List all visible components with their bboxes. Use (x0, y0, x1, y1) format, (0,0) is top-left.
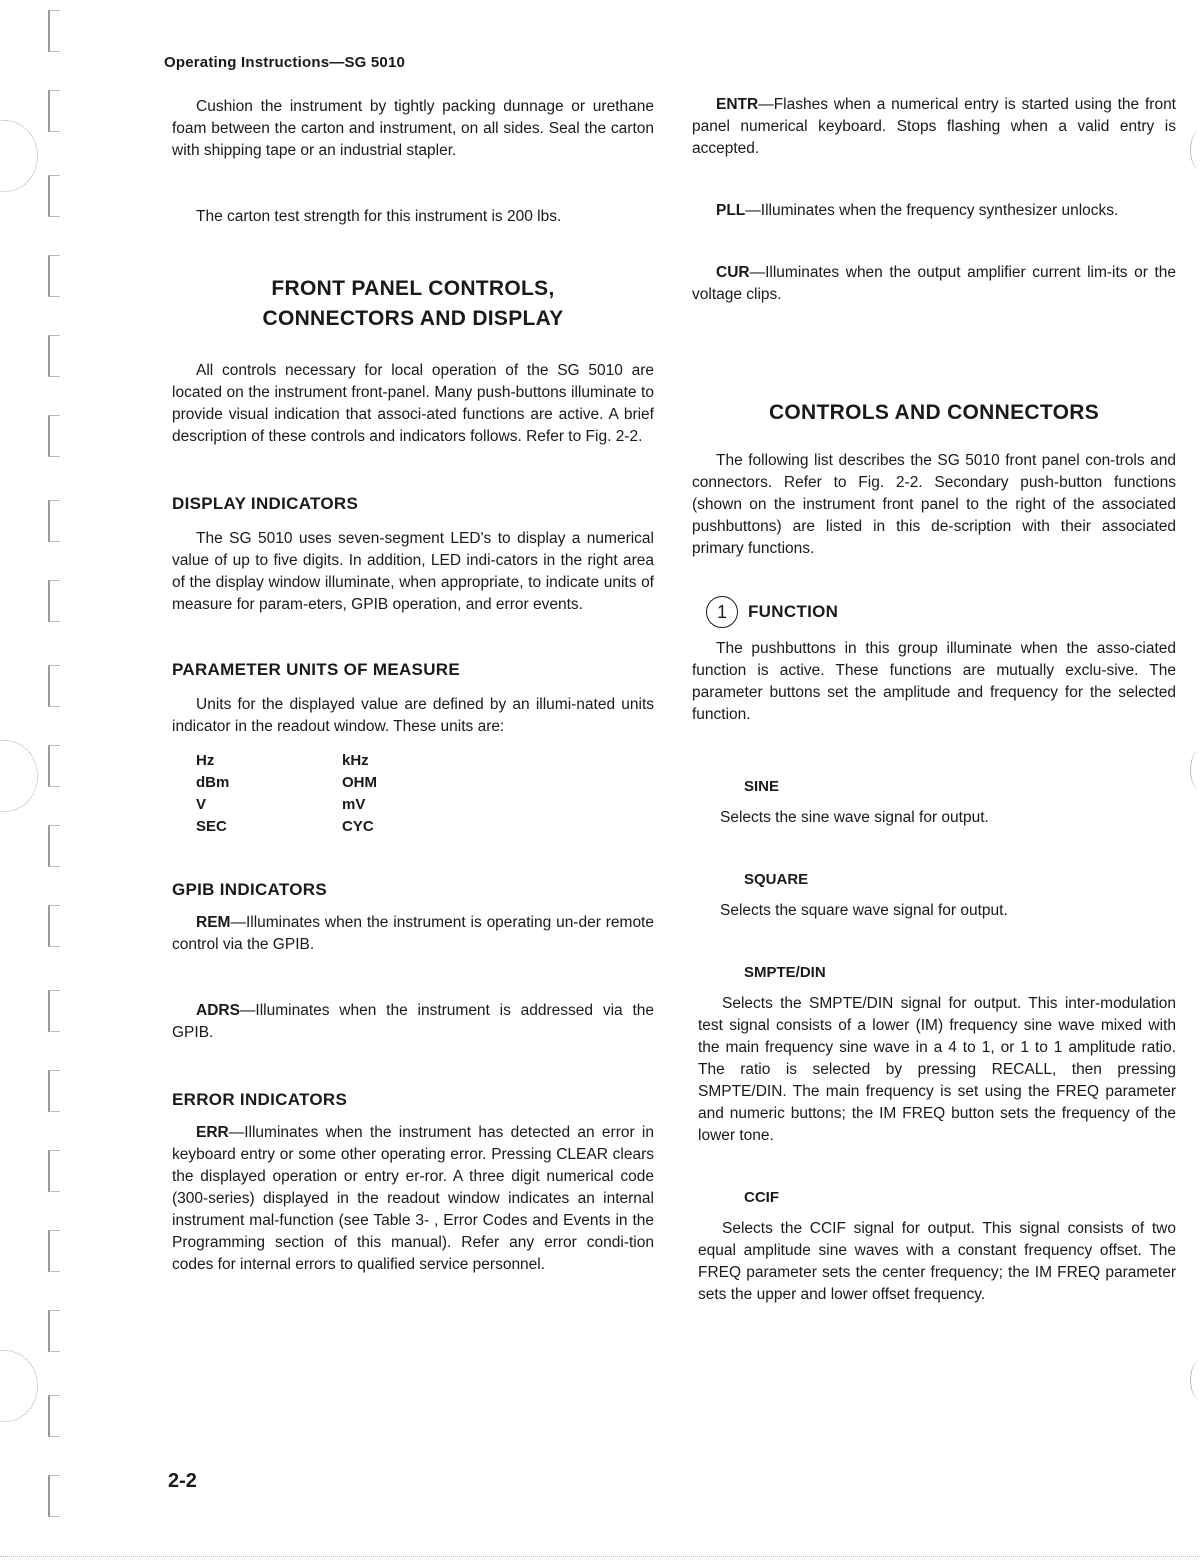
binder-bracket (48, 580, 60, 622)
paragraph-intro: All controls necessary for local operation of the SG 5010 are located on the instrument front-panel. Many push-buttons illuminate to provide visual indication that associ-ated functions are active. A brief description of these controls and indicators follows. Refer to Fig. 2-2. (172, 362, 654, 445)
unit-item: CYC (342, 818, 374, 835)
punch-hole (0, 1350, 38, 1422)
unit-item: mV (342, 796, 366, 813)
binder-bracket (48, 175, 60, 217)
unit-item: OHM (342, 774, 377, 791)
unit-item: SEC (196, 818, 227, 835)
heading-error-indicators: ERROR INDICATORS (172, 1090, 348, 1109)
heading-display-indicators: DISPLAY INDICATORS (172, 494, 359, 513)
binder-bracket (48, 255, 60, 297)
binder-bracket (48, 665, 60, 707)
section-title-front-panel (172, 274, 654, 334)
binder-bracket (48, 500, 60, 542)
paragraph-pll: PLL—Illuminates when the frequency synthesizer unlocks. (716, 202, 1119, 219)
paragraph-smpte-din: Selects the SMPTE/DIN signal for output. This inter-modulation test signal consists of a lower (IM) frequency sine wave mixed with the main frequency sine wave in a 4 to 1, or 1 to 1 amplitude ratio. The ratio is selected by pressing RECALL, then pressing SMPTE/DIN. The main frequency is set using the FREQ parameter and numeric buttons; the IM FREQ button sets the frequency of the lower tone. (698, 995, 1176, 1144)
unit-item: kHz (342, 752, 369, 769)
binder-bracket (48, 990, 60, 1032)
running-header: Operating Instructions—SG 5010 (164, 54, 406, 71)
unit-item: Hz (196, 752, 215, 769)
indicator-label: ENTR (716, 96, 759, 113)
heading-square: SQUARE (744, 871, 809, 888)
binder-bracket (48, 90, 60, 132)
paragraph-display: The SG 5010 uses seven-segment LED's to display a numerical value of up to five digits. In addition, LED indi-cators in the right area of the display window illuminate, when appropriate, to indicate units of measure for param-eters, GPIB operation, and error events. (172, 530, 654, 613)
section-title-line: FRONT PANEL CONTROLS, (271, 277, 555, 300)
binder-bracket (48, 1475, 60, 1517)
paragraph-function: The pushbuttons in this group illuminate when the asso-ciated function is active. These functions are mutually exclu-sive. The parameter buttons set the amplitude and frequency for the selected function. (692, 640, 1176, 723)
binder-bracket (48, 415, 60, 457)
page-number: 2-2 (168, 1470, 197, 1492)
left-column (172, 96, 654, 1276)
binder-bracket (48, 825, 60, 867)
punch-hole-right (1190, 750, 1200, 790)
paragraph-entr: ENTR—Flashes when a numerical entry is started using the front panel numerical keyboard. Stops flashing when a valid entry is accepted. (692, 96, 1176, 157)
binder-bracket (48, 1310, 60, 1352)
heading-sine: SINE (744, 778, 780, 795)
callout-number-icon: 1 (706, 596, 738, 628)
section-title-line: CONNECTORS AND DISPLAY (262, 307, 564, 330)
binder-bracket (48, 10, 60, 52)
heading-function: FUNCTION (748, 602, 839, 621)
section-title-controls: CONTROLS AND CONNECTORS (768, 401, 1100, 424)
binder-bracket (48, 905, 60, 947)
indicator-label: REM (196, 914, 231, 931)
paragraph-square: Selects the square wave signal for output. (720, 902, 1008, 919)
paragraph-carton-strength: The carton test strength for this instrument is 200 lbs. (196, 208, 562, 225)
paragraph-ccif: Selects the CCIF signal for output. This signal consists of two equal amplitude sine waves with a constant frequency offset. The FREQ parameter sets the center frequency; the IM FREQ parameter sets the upper and lower offset frequency. (698, 1220, 1176, 1303)
punch-hole (0, 740, 38, 812)
unit-item: V (196, 796, 207, 813)
heading-ccif: CCIF (744, 1189, 779, 1206)
paragraph-units: Units for the displayed value are defined by an illumi-nated units indicator in the readout window. These units are: (172, 696, 654, 735)
paragraph-adrs: ADRS—Illuminates when the instrument is addressed via the GPIB. (172, 1002, 654, 1041)
heading-units-of-measure: PARAMETER UNITS OF MEASURE (172, 660, 460, 679)
indicator-label: ADRS (196, 1002, 240, 1019)
right-column (692, 96, 1176, 1306)
punch-hole-right (1190, 130, 1200, 170)
binder-bracket (48, 335, 60, 377)
binder-bracket (48, 745, 60, 787)
binder-bracket (48, 1395, 60, 1437)
binder-bracket (48, 1150, 60, 1192)
indicator-label: CUR (716, 264, 750, 281)
paragraph-sine: Selects the sine wave signal for output. (720, 809, 989, 826)
paragraph-cushion: Cushion the instrument by tightly packing dunnage or urethane foam between the carton and instrument, on all sides. Seal the carton with shipping tape or an industrial stapler. (172, 98, 654, 159)
indicator-label: PLL (716, 202, 746, 219)
function-heading-row (706, 596, 1176, 628)
page-edge (0, 1556, 1200, 1557)
heading-gpib-indicators: GPIB INDICATORS (172, 880, 327, 899)
binder-bracket (48, 1230, 60, 1272)
indicator-label: ERR (196, 1124, 229, 1141)
paragraph-rem: REM—Illuminates when the instrument is operating un-der remote control via the GPIB. (172, 914, 654, 953)
punch-hole (0, 120, 38, 192)
units-list (196, 750, 654, 838)
paragraph-err: ERR—Illuminates when the instrument has detected an error in keyboard entry or some other operating error. Pressing CLEAR clears the displayed operation or entry er-ror. A three digit numerical code (300-series) displayed in the readout window indicates an internal instrument mal-function (see Table 3- , Error Codes and Events in the Programming section of this manual). Refer any error condi-tion codes for internal errors to qualified service personnel. (172, 1124, 654, 1273)
unit-item: dBm (196, 774, 230, 791)
paragraph-cur: CUR—Illuminates when the output amplifier current lim-its or the voltage clips. (692, 264, 1176, 303)
paragraph-controls: The following list describes the SG 5010 front panel con-trols and connectors. Refer to Fig. 2-2. Secondary push-button functions (shown on the instrument front panel to the right of the associated pushbuttons) are listed in this de-scription with their associated primary functions. (692, 452, 1176, 557)
binder-margin (0, 0, 80, 1568)
punch-hole-right (1190, 1360, 1200, 1400)
heading-smpte-din: SMPTE/DIN (744, 964, 826, 981)
binder-bracket (48, 1070, 60, 1112)
